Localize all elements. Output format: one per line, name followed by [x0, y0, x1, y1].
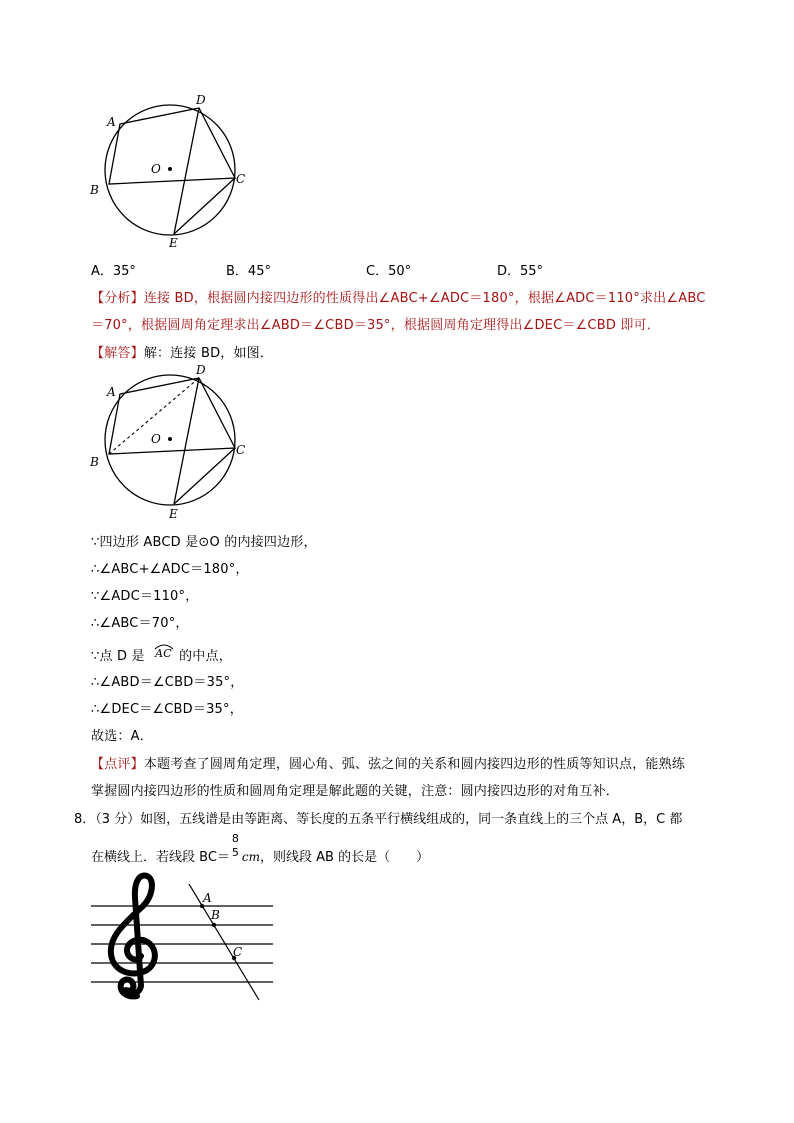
comment-line-1	[91, 753, 685, 772]
fig1-label-o: O	[151, 162, 161, 176]
analysis-tag: 【分析】	[91, 291, 144, 306]
option-d: D．55°	[497, 264, 544, 279]
music-staff-figure	[85, 868, 285, 1008]
comment-line-2: 掌握圆内接四边形的性质和圆周角定理是解此题的关键，注意：圆内接四边形的对角互补．	[91, 784, 620, 799]
solution-text: 解：连接 BD，如图．	[143, 346, 274, 361]
analysis-line-1	[91, 287, 706, 306]
unit-cm: cm	[241, 850, 261, 864]
fig2-label-a: A	[107, 385, 116, 399]
step-1: ∵四边形 ABCD 是⊙O 的内接四边形，	[91, 535, 317, 550]
analysis-line-2: ＝70°，根据圆周角定理求出∠ABD＝∠CBD＝35°，根据圆周角定理得出∠DEC＝∠CBD 即可．	[91, 318, 660, 333]
fraction-denominator: 5	[231, 846, 239, 859]
option-a: A．35°	[91, 264, 136, 279]
comment-text-1: 本题考查了圆周角定理，圆心角、弧、弦之间的关系和圆内接四边形的性质等知识点，能熟练	[143, 757, 686, 772]
treble-clef-icon	[111, 875, 155, 996]
fig2-label-c: C	[236, 443, 246, 457]
step-6: ∴∠DEC＝∠CBD＝35°，	[91, 702, 243, 717]
q8-suffix: ，则线段 AB 的长是（ ）	[260, 850, 430, 865]
option-c: C．50°	[366, 264, 412, 279]
comment-tag: 【点评】	[91, 757, 144, 772]
step-arc-prefix: ∵点 D 是	[91, 649, 145, 664]
step-7: 故选：A．	[91, 729, 153, 744]
step-3: ∵∠ADC＝110°，	[91, 589, 199, 604]
fig3-label-a: A	[203, 891, 212, 905]
arc-symbol	[149, 649, 179, 664]
option-b: B．45°	[226, 264, 271, 279]
fraction-numerator: 8	[231, 832, 239, 845]
fig2-label-b: B	[90, 455, 99, 469]
fig3-label-c: C	[233, 945, 243, 959]
step-arc-line	[91, 645, 232, 664]
fraction	[230, 832, 242, 861]
circle-figure-2	[80, 358, 260, 523]
fig3-label-b: B	[211, 908, 220, 922]
fig1-label-c: C	[236, 172, 246, 186]
step-arc-suffix: 的中点，	[179, 649, 232, 664]
analysis-text-1: 连接 BD，根据圆内接四边形的性质得出∠ABC+∠ADC＝180°，根据∠ADC＝110°求出∠ABC	[143, 291, 706, 306]
question-8-line-1: 8．（3 分）如图，五线谱是由等距离、等长度的五条平行横线组成的，同一条直线上的三个点 A，B，C 都	[74, 812, 683, 827]
solution-tag: 【解答】	[91, 346, 144, 361]
circle-figure-1	[80, 88, 260, 253]
fig1-label-d: D	[196, 93, 206, 107]
question-8-line-2	[91, 832, 430, 865]
fig1-label-b: B	[90, 183, 99, 197]
arc-label: AC	[155, 647, 172, 660]
fig2-label-d: D	[196, 363, 206, 377]
step-4: ∴∠ABC＝70°，	[91, 616, 189, 631]
fig1-label-a: A	[107, 115, 116, 129]
step-5: ∴∠ABD＝∠CBD＝35°，	[91, 675, 244, 690]
fig1-label-e: E	[169, 236, 178, 250]
fig2-label-o: O	[151, 432, 161, 446]
fig2-label-e: E	[169, 507, 178, 521]
step-2: ∴∠ABC+∠ADC＝180°，	[91, 562, 249, 577]
q8-prefix: 在横线上．若线段 BC＝	[91, 850, 230, 865]
